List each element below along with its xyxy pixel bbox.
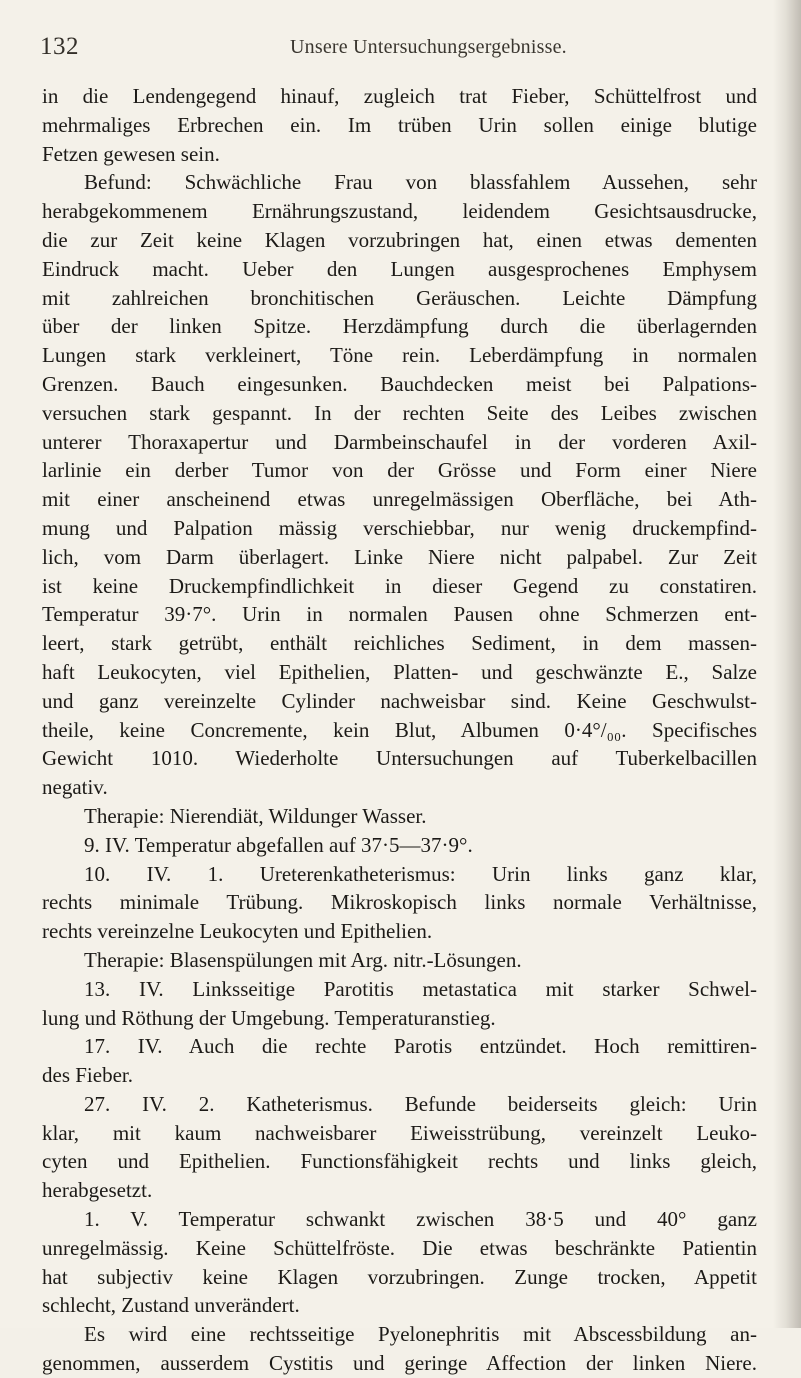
text-line: versuchen stark gespannt. In der rechten Seite des Leibes zwischen: [42, 400, 757, 425]
text-line: Fetzen gewesen sein.: [42, 141, 220, 166]
text-line: und ganz vereinzelte Cylinder nachweisbar sind. Keine Geschwulst-: [42, 688, 757, 713]
text-line: mung und Palpation mässig verschiebbar, nur wenig druckempfind-: [42, 515, 757, 540]
text-line: mit einer anscheinend etwas unregelmässigen Oberfläche, bei Ath-: [42, 487, 757, 512]
text-line: leert, stark getrübt, enthält reichliches Sediment, in dem massen-: [42, 631, 757, 656]
text-line: klar, mit kaum nachweisbarer Eiweisstrübung, vereinzelt Leuko-: [42, 1120, 757, 1145]
text-line: Temperatur 39·7°. Urin in normalen Pausen ohne Schmerzen ent-: [42, 602, 757, 627]
text-line: Gewicht 1010. Wiederholte Untersuchungen auf Tuberkelbacillen: [42, 746, 757, 771]
text-line: Grenzen. Bauch eingesunken. Bauchdecken meist bei Palpations-: [42, 371, 757, 396]
running-head: Unsere Untersuchungsergebnisse.: [290, 36, 567, 58]
text-line: 1. V. Temperatur schwankt zwischen 38·5 und 40° ganz: [84, 1207, 757, 1232]
text-line: unterer Thoraxapertur und Darmbeinschaufel in der vorderen Axil-: [42, 429, 757, 454]
text-line: lich, vom Darm überlagert. Linke Niere nicht palpabel. Zur Zeit: [42, 544, 757, 569]
text-line: Eindruck macht. Ueber den Lungen ausgesprochenes Emphysem: [42, 256, 757, 281]
text-line: Therapie: Blasenspülungen mit Arg. nitr.-Lösungen.: [84, 947, 522, 972]
text-line: theile, keine Concremente, kein Blut, Albumen 0·4°/₀₀. Specifisches: [42, 717, 757, 742]
text-line: unregelmässig. Keine Schüttelfröste. Die etwas beschränkte Patientin: [42, 1235, 757, 1260]
text-line: cyten und Epithelien. Functionsfähigkeit rechts und links gleich,: [42, 1149, 757, 1174]
text-line: Lungen stark verkleinert, Töne rein. Leberdämpfung in normalen: [42, 343, 757, 368]
text-line: herabgesetzt.: [42, 1178, 153, 1203]
text-line: über der linken Spitze. Herzdämpfung durch die überlagernden: [42, 314, 757, 339]
text-line: negativ.: [42, 775, 108, 800]
text-line: larlinie ein derber Tumor von der Grösse und Form einer Niere: [42, 458, 757, 483]
text-line: des Fieber.: [42, 1063, 133, 1088]
text-line: herabgekommenem Ernährungszustand, leidendem Gesichtsausdrucke,: [42, 199, 757, 224]
text-line: 10. IV. 1. Ureterenkatheterismus: Urin links ganz klar,: [84, 861, 757, 886]
text-line: rechts vereinzelne Leukocyten und Epithelien.: [42, 919, 433, 944]
page-number: 132: [40, 33, 79, 60]
text-line: schlecht, Zustand unverändert.: [42, 1293, 300, 1318]
text-line: 9. IV. Temperatur abgefallen auf 37·5—37·9°.: [84, 832, 473, 857]
text-line: haft Leukocyten, viel Epithelien, Platten- und geschwänzte E., Salze: [42, 659, 757, 684]
text-line: 27. IV. 2. Katheterismus. Befunde beiderseits gleich: Urin: [84, 1091, 757, 1116]
text-line: Es wird eine rechtsseitige Pyelonephritis mit Abscessbildung an-: [84, 1322, 757, 1347]
text-line: Befund: Schwächliche Frau von blassfahlem Aussehen, sehr: [84, 170, 757, 195]
text-line: mit zahlreichen bronchitischen Geräuschen. Leichte Dämpfung: [42, 285, 757, 310]
page-header: [40, 33, 760, 69]
text-line: mehrmaliges Erbrechen ein. Im trüben Urin sollen einige blutige: [42, 112, 757, 137]
text-line: die zur Zeit keine Klagen vorzubringen hat, einen etwas dementen: [42, 227, 757, 252]
text-line: Therapie: Nierendiät, Wildunger Wasser.: [84, 803, 427, 828]
text-line: 17. IV. Auch die rechte Parotis entzündet. Hoch remittiren-: [84, 1034, 757, 1059]
page-edge-shadow: [773, 0, 801, 1328]
text-line: genommen, ausserdem Cystitis und geringe Affection der linken Niere.: [42, 1351, 757, 1376]
text-line: ist keine Druckempfindlichkeit in dieser Gegend zu constatiren.: [42, 573, 757, 598]
text-line: 13. IV. Linksseitige Parotitis metastatica mit starker Schwel-: [84, 976, 757, 1001]
text-line: in die Lendengegend hinauf, zugleich trat Fieber, Schüttelfrost und: [42, 84, 757, 108]
text-line: hat subjectiv keine Klagen vorzubringen. Zunge trocken, Appetit: [42, 1264, 757, 1289]
body-text: [42, 82, 757, 1378]
text-line: lung und Röthung der Umgebung. Temperaturanstieg.: [42, 1005, 496, 1030]
text-line: rechts minimale Trübung. Mikroskopisch links normale Verhältnisse,: [42, 890, 757, 915]
